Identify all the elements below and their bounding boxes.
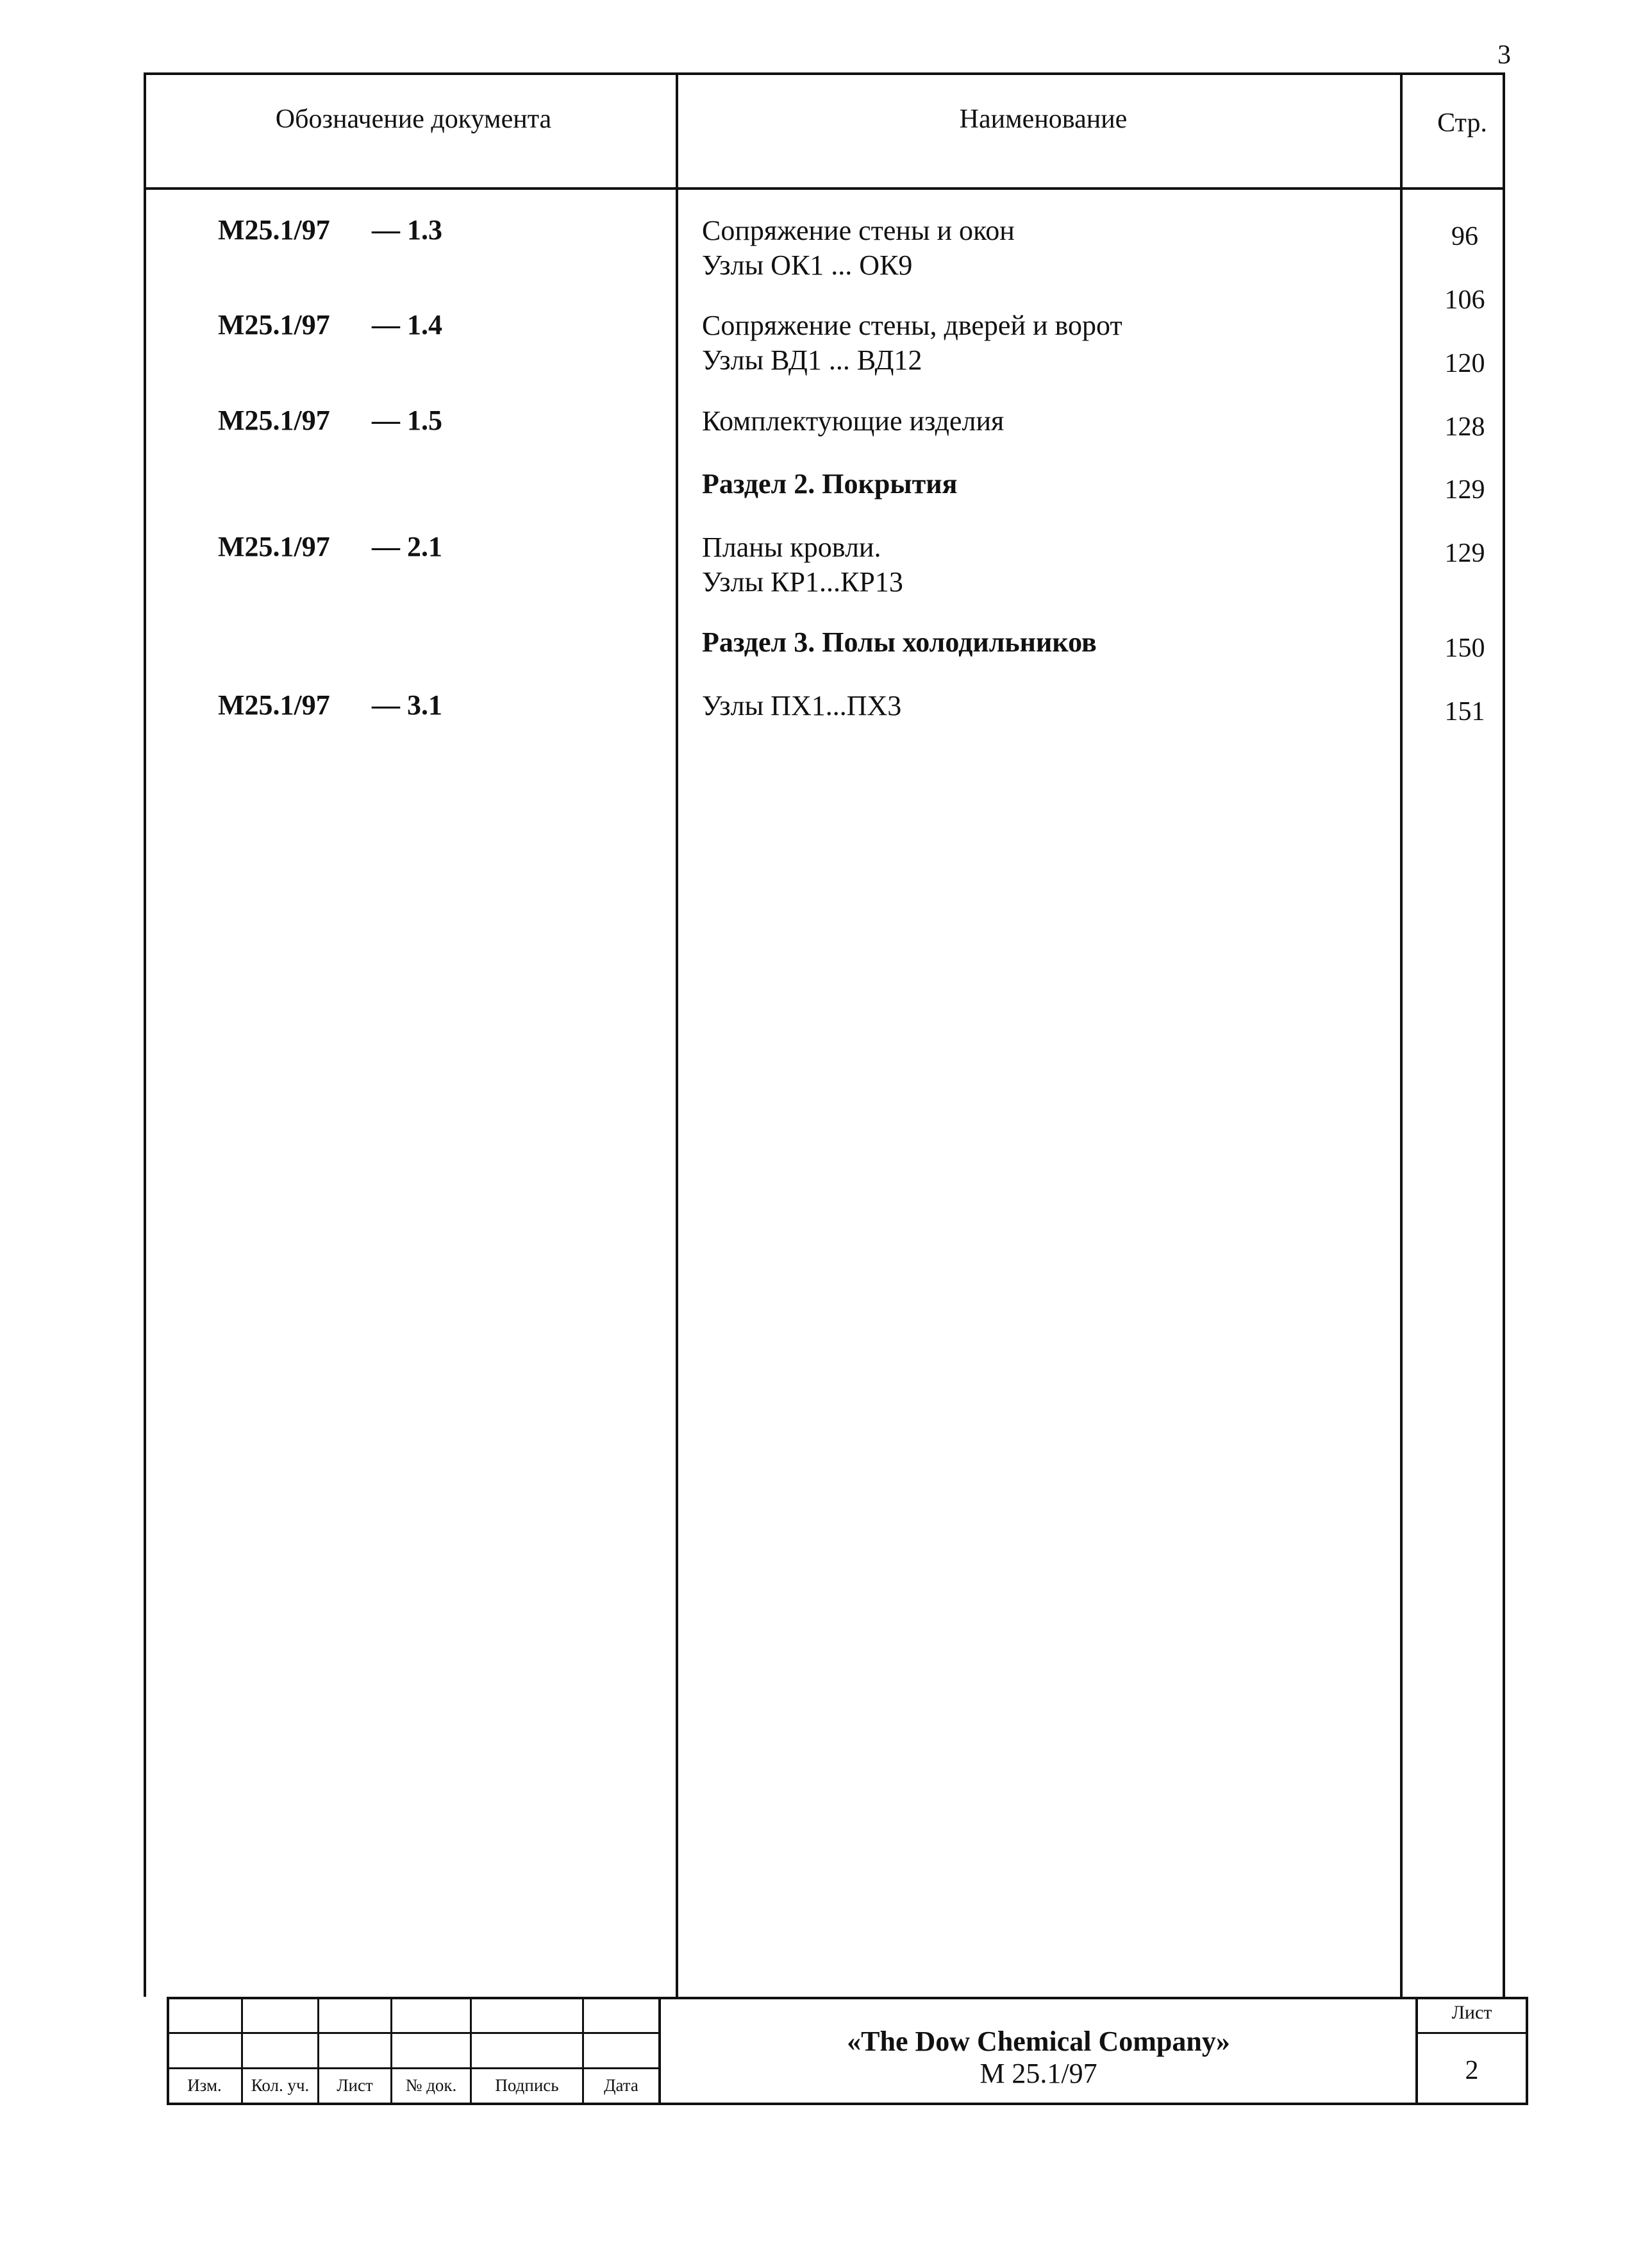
entry-code: M25.1/97 — 1.3 xyxy=(218,214,442,246)
title-block-col-label: № док. xyxy=(405,2076,457,2095)
table-right-border xyxy=(1503,72,1505,1997)
header-page: Стр. xyxy=(1437,108,1487,138)
entry-code: M25.1/97 — 2.1 xyxy=(218,531,442,562)
title-block-col-label: Изм. xyxy=(187,2076,222,2095)
column-divider-right xyxy=(1400,72,1403,1997)
table-top-border xyxy=(144,72,1505,75)
header-code: Обозначение документа xyxy=(275,105,552,134)
page-ref: 150 xyxy=(1444,634,1485,663)
page-ref: 120 xyxy=(1444,349,1485,378)
company-name: «The Dow Chemical Company» xyxy=(847,2026,1230,2057)
page-ref: 96 xyxy=(1451,222,1478,251)
title-block-right xyxy=(1526,1997,1528,2105)
title-block-top xyxy=(167,1997,1528,1999)
sheet-number: 2 xyxy=(1465,2056,1479,2085)
page-ref: 129 xyxy=(1444,475,1485,505)
entry-name: Комплектующие изделия xyxy=(702,405,1005,437)
section-title: Раздел 2. Покрытия xyxy=(702,468,958,500)
title-block-col-label: Кол. уч. xyxy=(251,2076,310,2095)
entry-name: Сопряжение стены и окон Узлы ОК1 ... ОК9 xyxy=(702,215,1015,281)
header-name: Наименование xyxy=(959,105,1128,134)
sheet-cell-divider xyxy=(1415,2032,1528,2034)
entry-code: M25.1/97 — 1.4 xyxy=(218,309,442,340)
column-divider-left xyxy=(676,72,678,1997)
page-ref: 151 xyxy=(1444,697,1485,727)
entry-name: Сопряжение стены, дверей и ворот Узлы ВД1 ... ВД12 xyxy=(702,310,1122,376)
title-block-col-label: Подпись xyxy=(495,2076,559,2095)
page-ref: 106 xyxy=(1444,285,1485,315)
entry-code: M25.1/97 — 3.1 xyxy=(218,689,442,721)
sheet-label: Лист xyxy=(1451,2002,1492,2023)
title-block-col-label: Лист xyxy=(337,2076,373,2095)
entry-name: Узлы ПХ1...ПХ3 xyxy=(702,690,902,721)
title-block-col-label: Дата xyxy=(604,2076,638,2095)
page-number: 3 xyxy=(1497,40,1511,70)
page-ref: 129 xyxy=(1444,539,1485,568)
entry-name: Планы кровли. Узлы КР1...КР13 xyxy=(702,532,903,598)
header-bottom-border xyxy=(144,187,1505,190)
section-title: Раздел 3. Полы холодильников xyxy=(702,626,1097,658)
table-left-border xyxy=(144,72,146,1997)
title-block-bottom xyxy=(167,2103,1528,2105)
entry-code: M25.1/97 — 1.5 xyxy=(218,405,442,436)
document-code: M 25.1/97 xyxy=(980,2058,1097,2089)
page-ref: 128 xyxy=(1444,412,1485,442)
